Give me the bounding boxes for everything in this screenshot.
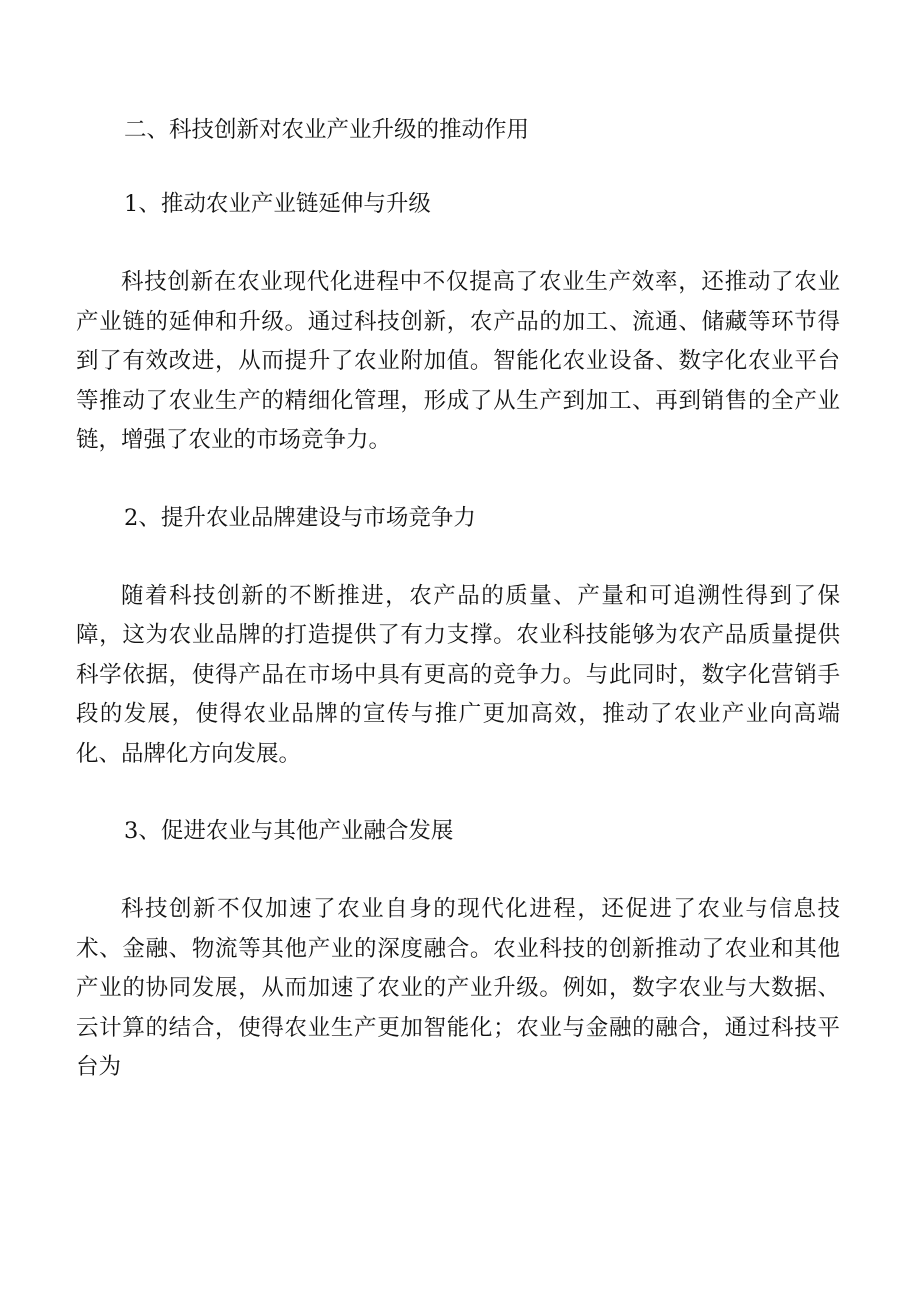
subsection-heading-2: 2、提升农业品牌建设与市场竞争力 [124,504,476,531]
subsection-heading-3: 3、促进农业与其他产业融合发展 [124,818,454,844]
section-title: 二、科技创新对农业产业升级的推动作用 [124,117,530,143]
subsection-heading-1: 1、推动农业产业链延伸与升级 [124,191,431,217]
subsection-paragraph-3: 科技创新不仅加速了农业自身的现代化进程，还促进了农业与信息技术、金融、物流等其他产业的深度融合。农业科技的创新推动了农业和其他产业的协同发展，从而加速了农业的产业升级。例如，数字农业与大数据、云计算的结合，使得农业生产更加智能化；农业与金融的融合，通过科技平台为 [76,896,840,1080]
subsection-paragraph-1: 科技创新在农业现代化进程中不仅提高了农业生产效率，还推动了农业产业链的延伸和升级。通过科技创新，农产品的加工、流通、储藏等环节得到了有效改进，从而提升了农业附加值。智能化农业设备、数字化农业平台等推动了农业生产的精细化管理，形成了从生产到加工、再到销售的全产业链，增强了农业的市场竞争力。 [76,269,840,453]
subsection-paragraph-2: 随着科技创新的不断推进，农产品的质量、产量和可追溯性得到了保障，这为农业品牌的打造提供了有力支撑。农业科技能够为农产品质量提供科学依据，使得产品在市场中具有更高的竞争力。与此同时，数字化营销手段的发展，使得农业品牌的宣传与推广更加高效，推动了农业产业向高端化、品牌化方向发展。 [76,582,840,767]
document-body [76,113,840,1128]
